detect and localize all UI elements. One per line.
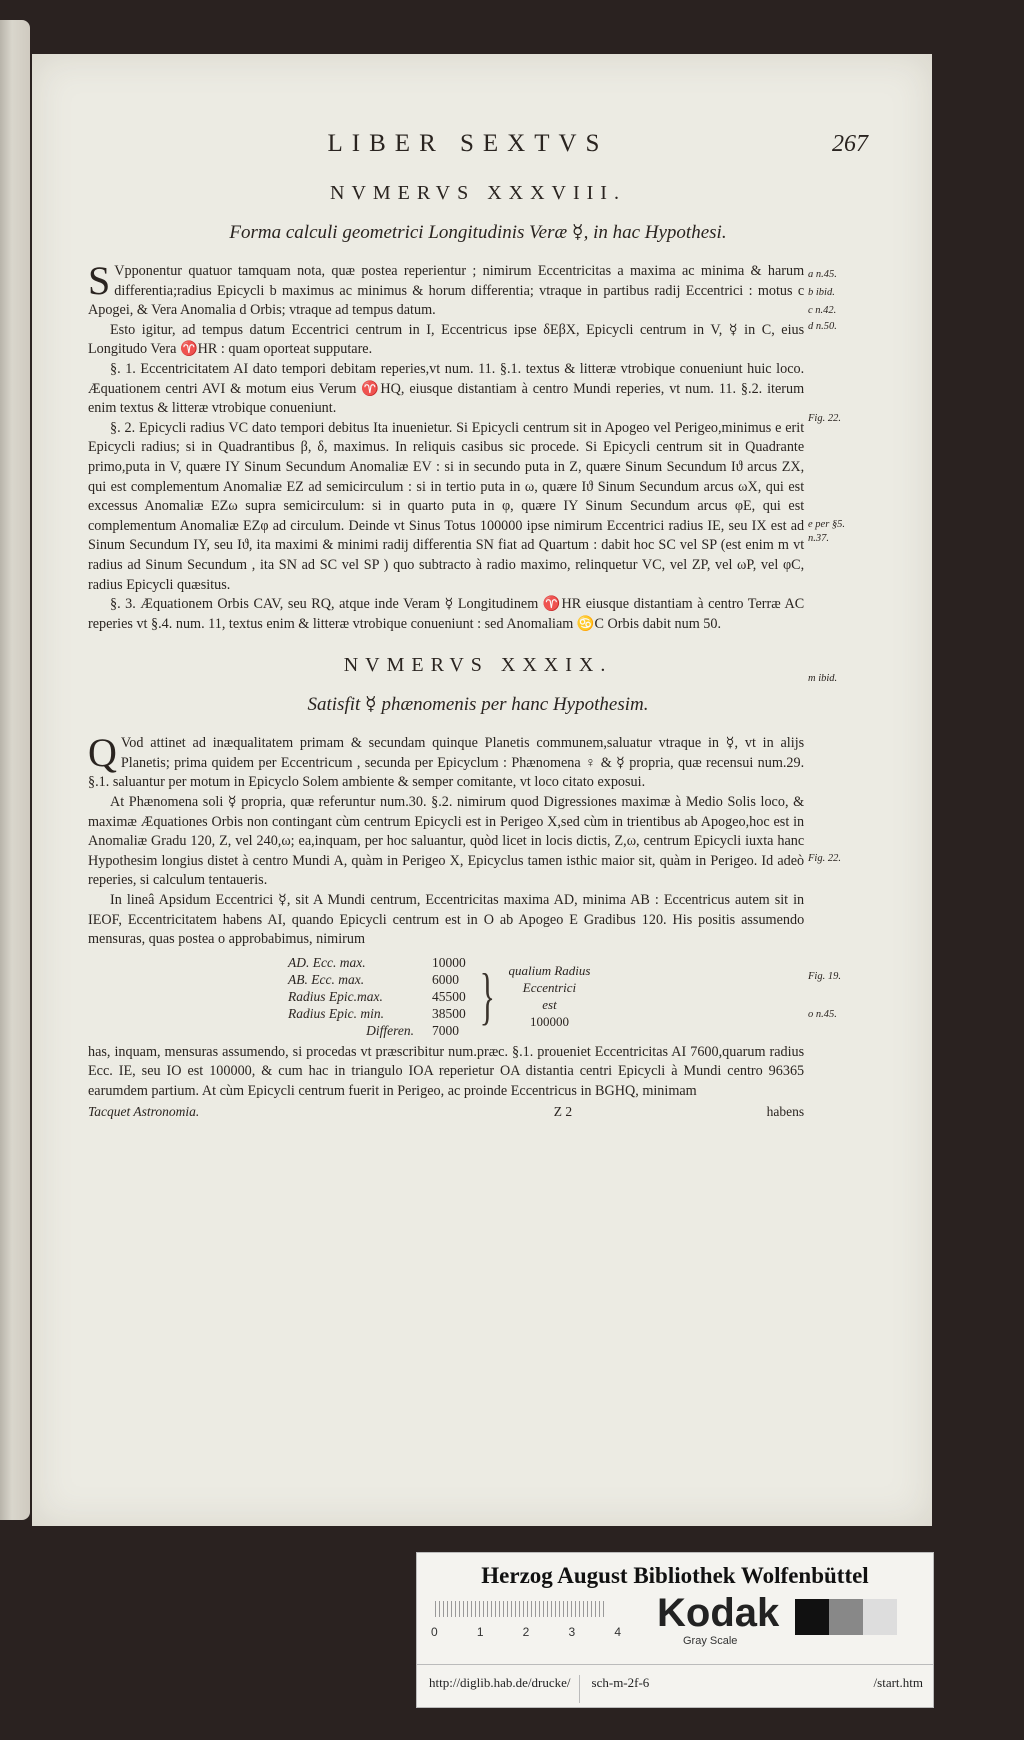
gray-scale-label: Gray Scale [683,1635,738,1647]
margin-note: c n.42. [808,305,837,316]
gray-swatch-light [863,1599,897,1635]
margin-note: Fig. 22. [808,413,841,424]
margin-notes-39 [810,734,868,1121]
drop-cap: Q [88,730,117,776]
gray-swatch-mid [829,1599,863,1635]
ruler [435,1601,605,1617]
library-name: Herzog August Bibliothek Wolfenbüttel [481,1563,869,1588]
drop-cap: S [88,258,111,303]
running-head [88,130,868,170]
page-content [88,130,868,1121]
brace-glyph: } [479,960,495,1032]
measures-rows [288,954,466,1039]
book-title-footer: Tacquet Astronomia. [88,1103,200,1119]
url-end: /start.htm [873,1675,923,1690]
table-row: AD. Ecc. max. 10000 [288,954,466,970]
signature-mark: Z 2 [553,1103,573,1119]
margin-note: o n.45. [808,1009,837,1021]
catchword: habens [766,1103,805,1119]
margin-note: e per §5. n.37. [808,519,846,544]
margin-note: m ibid. [808,673,838,684]
paragraph: has, inquam, mensuras assumendo, si procedas vt præscribitur num.præc. §.1. proueniet Eccentricitas AI 7600,quarum radius Ecc. IE, seu IO est 100000, & cum hac in triangulo IOA reperietur OA distantia centri Epicycli à Mundi centro 96365 earumdem partium. At cùm Epicycli centrum fuerit in Perigeo, ac proinde Eccentricus in BGHQ, minimam [88,1043,805,1099]
section-heading-38: NVMERVS XXXVIII. [330,182,626,204]
adjacent-page-edge [0,20,30,1520]
paragraph: §. 3. Æquationem Orbis CAV, seu RQ, atque inde Veram ☿ Longitudinem ♈HR eiusque distantiam à centro Terræ AC reperies vt §.4. num. 11, textus enim & litteræ vtrobique conueniunt : sed Anomaliam ♋C Orbis dabit num 50. [88,596,805,632]
margin-note: d n.50. [808,321,837,332]
gray-swatch-black [795,1599,829,1635]
table-row: Differen. 7000 [366,1022,459,1038]
margin-note: b ibid. [808,287,835,298]
table-row: Radius Epic. min. 38500 [288,1005,466,1021]
page-footer [88,1102,804,1122]
section-38-text [88,258,805,634]
paragraph: §. 1. Eccentricitatem AI dato tempori debitam reperies,vt num. 11. §.1. textus & litteræ vtrobique conueniunt huic loco. Æquationem centri AVI & motum eius Verum ♈HQ, eiusque distantiam à centro Mundi reperies, vt num. 11. §.2. iterum enim textus & litteræ vtrobique conueniunt. [88,360,805,417]
section-39-text [88,730,805,1121]
paragraph: Q Vod attinet ad inæqualitatem primam & secundam quinque Planetis communem,saluatur vtraque in ☿, vt in alijs Planetis; prima quidem per Eccentricum , secunda per Epicyclum : Phænomena ♀ & ☿ propria, quæ recensui num.29. §.1. saluantur per motum in Epicyclo Solem ambiente & semper comitante, vt loco citato exposui. [88,730,805,791]
kodak-logo: Kodak [657,1591,780,1635]
url-base: http://diglib.hab.de/drucke/ [429,1675,571,1690]
section-heading-39: NVMERVS XXXIX. [343,654,613,677]
paragraph: S Vpponentur quatuor tamquam nota, quæ postea reperientur ; nimirum Eccentricitas a maxima ac minima & harum differentia;radius Epicycli b maximus ac minimus & horum differentia; vtraque in partibus radij Eccentrici : motus c Apogei, & Vera Anomalia d Orbis; vtraque ad tempus datum. [88,258,805,319]
running-title: LIBER SEXTVS [327,130,609,157]
margin-note: a n.45. [808,269,837,280]
section-39-body [88,730,868,1121]
paragraph: Esto igitur, ad tempus datum Eccentrici centrum in I, Eccentricus ipse δEβX, Epicycli centrum in V, ☿ in C, eius Longitudo Vera ♈HR : quam oporteat supputare. [88,321,805,358]
url-id: sch-m-2f-6 [579,1675,650,1703]
brace-text: qualium Radius Eccentrici est 100000 [508,963,591,1030]
margin-notes-38 [808,262,868,684]
section-subtitle-38: Forma calculi geometrici Longitudinis Veræ ☿, in hac Hypothesi. [229,222,727,243]
url-row [417,1664,933,1703]
margin-note: Fig. 22. [808,853,841,865]
gray-scale-row [417,1591,933,1651]
table-row: Radius Epic.max. 45500 [288,988,466,1004]
paragraph: §. 2. Epicycli radius VC dato tempori debitus Ita inuenietur. Si Epicycli centrum sit in Apogeo vel Perigeo,minimus e erit Epicycli radius; si in Quadrantibus β, δ, maximus. In reliquis casibus sic procede. Si Epicycli centrum sit in Quadrante primo,puta in V, quære IY Sinum Secundum Anomaliæ EV : si in secundo puta in Z, quære Sinum Secundum Iϑ arcus ZX, qui est complementum Anomaliæ EZ ad semicirculum : si in tertio puta in ω, quære Iϑ Sinum Secundum arcus ωX, qui est excessus Anomaliæ EZω supra semicirculum: si in quarto puta in φ, quære IY Sinum Secundum arcus φE, qui est complementum Anomaliæ EZφ ad circulum. Deinde vt Sinus Totus 100000 ipse nimirum Eccentrici radius IE, seu IX est ad Sinum Secundum IY, seu Iϑ, ita maximi & minimi radij differentia SN fiat ad Quartum : dabit hoc SC vel SP (est enim m vt radius ad Sinum Secundum , ita SN ad SC vel SP ) quo subtracto à radio maximo, relinquetur VC, vel ZP, vel ωP, vel φC, radius Epicycli quæsitus. [88,419,805,593]
ruler-numbers: 0 1 2 3 4 [431,1625,621,1639]
measures-table [288,954,804,1039]
paragraph: At Phænomena soli ☿ propria, quæ referuntur num.30. §.2. nimirum quod Digressiones maximæ à Medio Solis loco, & maximæ Æquationes Orbis non contingant cùm centrum Epicycli est in Perigeo X,sed cùm in trientibus ab Apogeo,hoc est in Anomaliæ Gradu 120, Z, vel 240,ω; ea,inquam, per hoc saluantur, quòd licet in locis dictis, Z,ω, centrum Epicycli iuxta hanc Hypothesim longius distet à centro Mundi A, quàm in Perigeo X, Epicyclus tamen isthic maior sit, quàm in Perigeo. Id adeò reperies, si calculum tentaueris. [88,794,805,889]
margin-note: Fig. 19. [808,971,841,983]
book-page [32,54,932,1526]
paragraph: In lineâ Apsidum Eccentrici ☿, sit A Mundi centrum, Eccentricitas maxima AD, minima AB : Eccentricus autem sit in IEOF, Eccentricitatem habens AI, quando Epicycli centrum est in O ab Apogeo E Gradibus 120. His positis assumendo mensuras, quas postea o approbabimus, nimirum [88,892,805,948]
section-subtitle-39: Satisfit ☿ phænomenis per hanc Hypothesim. [307,694,649,716]
library-color-card [416,1552,934,1708]
table-row: AB. Ecc. max. 6000 [288,971,459,987]
page-number: 267 [832,131,868,157]
